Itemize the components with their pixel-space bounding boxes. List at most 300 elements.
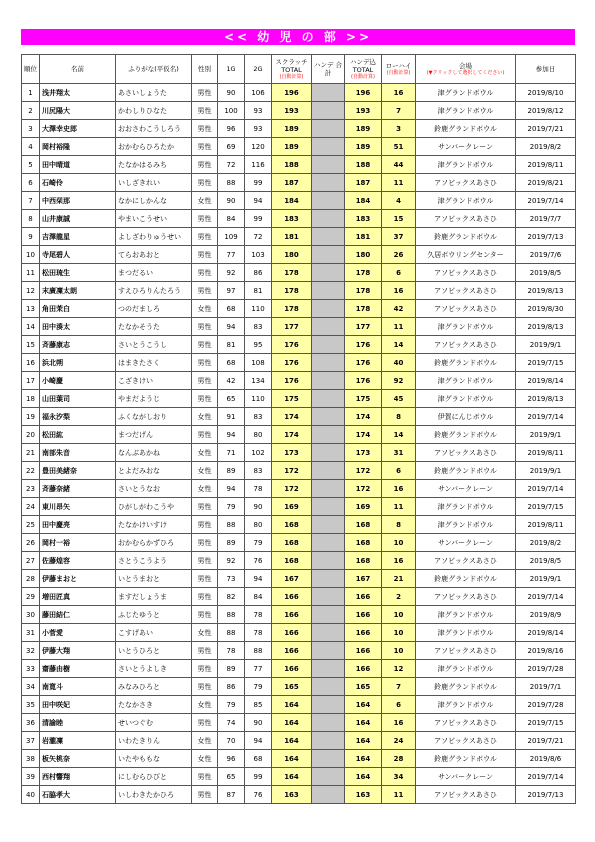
scratch-total-cell: 178 [272, 282, 312, 300]
scratch-total-cell: 165 [272, 678, 312, 696]
handicap-cell[interactable] [312, 606, 345, 624]
venue-select[interactable]: 津グランドボウル [416, 516, 516, 534]
header-venue [416, 55, 516, 84]
sex-cell: 男性 [192, 228, 218, 246]
sex-cell: 男性 [192, 660, 218, 678]
name-cell: 福永汐梨 [40, 408, 116, 426]
game2-cell: 88 [245, 642, 272, 660]
lowhigh-cell: 6 [382, 264, 416, 282]
table-row [22, 552, 576, 570]
venue-select[interactable]: アソビックスあさひ [416, 282, 516, 300]
handicap-cell[interactable] [312, 768, 345, 786]
venue-select[interactable]: 津グランドボウル [416, 498, 516, 516]
handicap-cell[interactable] [312, 228, 345, 246]
scratch-total-cell: 176 [272, 336, 312, 354]
date-cell: 2019/8/13 [516, 390, 576, 408]
game1-cell: 74 [218, 714, 245, 732]
handicap-total-cell: 172 [345, 480, 382, 498]
date-cell: 2019/7/14 [516, 192, 576, 210]
game1-cell: 89 [218, 462, 245, 480]
rank-cell: 34 [22, 678, 40, 696]
game2-cell: 102 [245, 444, 272, 462]
kana-cell: まつだげん [116, 426, 192, 444]
scratch-total-cell: 164 [272, 732, 312, 750]
game1-cell: 87 [218, 786, 245, 804]
date-cell: 2019/8/9 [516, 606, 576, 624]
handicap-cell[interactable] [312, 102, 345, 120]
scratch-total-cell: 174 [272, 426, 312, 444]
handicap-cell[interactable] [312, 642, 345, 660]
scratch-total-cell: 178 [272, 264, 312, 282]
header-date: 参加日 [516, 55, 576, 84]
venue-select[interactable]: アソビックスあさひ [416, 264, 516, 282]
scratch-total-cell: 184 [272, 192, 312, 210]
venue-select[interactable]: 津グランドボウル [416, 192, 516, 210]
handicap-cell[interactable] [312, 282, 345, 300]
handicap-total-cell: 164 [345, 714, 382, 732]
lowhigh-cell: 51 [382, 138, 416, 156]
sex-cell: 男性 [192, 588, 218, 606]
table-row [22, 768, 576, 786]
handicap-total-cell: 164 [345, 750, 382, 768]
handicap-cell[interactable] [312, 552, 345, 570]
scratch-total-cell: 166 [272, 588, 312, 606]
rank-cell: 20 [22, 426, 40, 444]
game2-cell: 76 [245, 552, 272, 570]
kana-cell: いとうまおと [116, 570, 192, 588]
venue-select[interactable]: サンバークレーン [416, 480, 516, 498]
scratch-total-cell: 180 [272, 246, 312, 264]
rank-cell: 26 [22, 534, 40, 552]
sex-cell: 男性 [192, 426, 218, 444]
kana-cell: てらおあおと [116, 246, 192, 264]
venue-select[interactable]: 津グランドボウル [416, 372, 516, 390]
kana-cell: おかむらかずひろ [116, 534, 192, 552]
name-cell: 浅井翔太 [40, 84, 116, 102]
handicap-total-cell: 166 [345, 624, 382, 642]
venue-select[interactable]: アソビックスあさひ [416, 210, 516, 228]
header-lowhigh [382, 55, 416, 84]
kana-cell: さいとうなお [116, 480, 192, 498]
table-row [22, 678, 576, 696]
scratch-total-cell: 169 [272, 498, 312, 516]
date-cell: 2019/8/10 [516, 84, 576, 102]
table-row [22, 192, 576, 210]
venue-select[interactable]: 津グランドボウル [416, 390, 516, 408]
lowhigh-cell: 37 [382, 228, 416, 246]
handicap-total-cell: 166 [345, 642, 382, 660]
table-row [22, 300, 576, 318]
handicap-total-cell: 196 [345, 84, 382, 102]
kana-cell: はまきたさく [116, 354, 192, 372]
handicap-total-cell: 187 [345, 174, 382, 192]
handicap-total-cell: 166 [345, 588, 382, 606]
handicap-cell[interactable] [312, 318, 345, 336]
name-cell: 伊藤大翔 [40, 642, 116, 660]
handicap-cell[interactable] [312, 570, 345, 588]
handicap-cell[interactable] [312, 786, 345, 804]
lowhigh-cell: 11 [382, 498, 416, 516]
sex-cell: 男性 [192, 570, 218, 588]
scratch-total-cell: 189 [272, 120, 312, 138]
lowhigh-cell: 7 [382, 678, 416, 696]
scratch-total-cell: 176 [272, 372, 312, 390]
handicap-cell[interactable] [312, 390, 345, 408]
scratch-total-cell: 168 [272, 552, 312, 570]
venue-select[interactable]: アソビックスあさひ [416, 732, 516, 750]
table-row [22, 84, 576, 102]
section-title-banner: << 幼 児 の 部 >> [21, 29, 575, 45]
table-row [22, 570, 576, 588]
handicap-cell[interactable] [312, 246, 345, 264]
table-row [22, 390, 576, 408]
venue-select[interactable]: 鈴鹿グランドボウル [416, 750, 516, 768]
handicap-cell[interactable] [312, 138, 345, 156]
lowhigh-cell: 4 [382, 192, 416, 210]
header-hd-total-note: (自動計算) [351, 74, 375, 80]
scratch-total-cell: 164 [272, 750, 312, 768]
venue-select[interactable]: アソビックスあさひ [416, 552, 516, 570]
handicap-total-cell: 166 [345, 606, 382, 624]
date-cell: 2019/7/14 [516, 768, 576, 786]
kana-cell: やまいこうせい [116, 210, 192, 228]
handicap-total-cell: 164 [345, 696, 382, 714]
handicap-cell[interactable] [312, 732, 345, 750]
venue-select[interactable]: アソビックスあさひ [416, 714, 516, 732]
name-cell: 藤田結仁 [40, 606, 116, 624]
name-cell: 板矢桃奈 [40, 750, 116, 768]
venue-select[interactable]: アソビックスあさひ [416, 786, 516, 804]
handicap-total-cell: 164 [345, 732, 382, 750]
venue-select[interactable]: 鈴鹿グランドボウル [416, 120, 516, 138]
lowhigh-cell: 16 [382, 714, 416, 732]
name-cell: 中西栞那 [40, 192, 116, 210]
header-kana: ふりがな(平仮名) [116, 55, 192, 84]
lowhigh-cell: 16 [382, 84, 416, 102]
header-name: 名前 [40, 55, 116, 84]
game2-cell: 110 [245, 390, 272, 408]
kana-cell: たなかはるみち [116, 156, 192, 174]
game2-cell: 103 [245, 246, 272, 264]
game1-cell: 97 [218, 282, 245, 300]
game1-cell: 72 [218, 156, 245, 174]
name-cell: 山井康誠 [40, 210, 116, 228]
venue-select[interactable]: 津グランドボウル [416, 84, 516, 102]
game1-cell: 82 [218, 588, 245, 606]
handicap-cell[interactable] [312, 174, 345, 192]
handicap-cell[interactable] [312, 156, 345, 174]
venue-select[interactable]: 鈴鹿グランドボウル [416, 462, 516, 480]
handicap-cell[interactable] [312, 264, 345, 282]
scratch-total-cell: 168 [272, 534, 312, 552]
kana-cell: たなかそうた [116, 318, 192, 336]
sex-cell: 男性 [192, 714, 218, 732]
table-row [22, 786, 576, 804]
sex-cell: 男性 [192, 552, 218, 570]
venue-select[interactable]: 津グランドボウル [416, 156, 516, 174]
kana-cell: さいとうこうし [116, 336, 192, 354]
rank-cell: 11 [22, 264, 40, 282]
game1-cell: 65 [218, 390, 245, 408]
name-cell: 南部朱音 [40, 444, 116, 462]
date-cell: 2019/8/11 [516, 444, 576, 462]
rank-cell: 40 [22, 786, 40, 804]
kana-cell: いしざきれい [116, 174, 192, 192]
kana-cell: にしむらひびと [116, 768, 192, 786]
handicap-cell[interactable] [312, 498, 345, 516]
lowhigh-cell: 31 [382, 444, 416, 462]
venue-select[interactable]: 久居ボウリングセンター [416, 246, 516, 264]
handicap-total-cell: 173 [345, 444, 382, 462]
handicap-cell[interactable] [312, 426, 345, 444]
game1-cell: 109 [218, 228, 245, 246]
game2-cell: 85 [245, 696, 272, 714]
venue-select[interactable]: 津グランドボウル [416, 318, 516, 336]
lowhigh-cell: 8 [382, 408, 416, 426]
date-cell: 2019/8/2 [516, 534, 576, 552]
handicap-cell[interactable] [312, 120, 345, 138]
handicap-total-cell: 174 [345, 408, 382, 426]
handicap-total-cell: 188 [345, 156, 382, 174]
lowhigh-cell: 45 [382, 390, 416, 408]
venue-select[interactable]: 鈴鹿グランドボウル [416, 678, 516, 696]
venue-select[interactable]: アソビックスあさひ [416, 336, 516, 354]
kana-cell: おかむらひろたか [116, 138, 192, 156]
date-cell: 2019/7/13 [516, 786, 576, 804]
venue-select[interactable]: 津グランドボウル [416, 624, 516, 642]
handicap-cell[interactable] [312, 588, 345, 606]
name-cell: 吉澤龍星 [40, 228, 116, 246]
date-cell: 2019/8/16 [516, 642, 576, 660]
sex-cell: 女性 [192, 696, 218, 714]
name-cell: 田中湊太 [40, 318, 116, 336]
rank-cell: 33 [22, 660, 40, 678]
handicap-total-cell: 189 [345, 120, 382, 138]
handicap-cell[interactable] [312, 714, 345, 732]
game2-cell: 79 [245, 534, 272, 552]
game2-cell: 99 [245, 210, 272, 228]
handicap-cell[interactable] [312, 516, 345, 534]
lowhigh-cell: 10 [382, 606, 416, 624]
game2-cell: 94 [245, 732, 272, 750]
game1-cell: 88 [218, 516, 245, 534]
venue-select[interactable]: 鈴鹿グランドボウル [416, 426, 516, 444]
handicap-total-cell: 184 [345, 192, 382, 210]
rank-cell: 36 [22, 714, 40, 732]
handicap-total-cell: 168 [345, 534, 382, 552]
game1-cell: 81 [218, 336, 245, 354]
header-handicap: ハンデ 合計 [312, 55, 345, 84]
sex-cell: 男性 [192, 210, 218, 228]
sex-cell: 男性 [192, 786, 218, 804]
kana-cell: いわたきりん [116, 732, 192, 750]
venue-select[interactable]: アソビックスあさひ [416, 588, 516, 606]
table-row [22, 534, 576, 552]
venue-select[interactable]: サンバークレーン [416, 768, 516, 786]
table-row [22, 732, 576, 750]
rank-cell: 28 [22, 570, 40, 588]
handicap-cell[interactable] [312, 696, 345, 714]
sex-cell: 男性 [192, 606, 218, 624]
game1-cell: 96 [218, 120, 245, 138]
handicap-cell[interactable] [312, 624, 345, 642]
venue-select[interactable]: 伊賀にんじボウル [416, 408, 516, 426]
sex-cell: 女性 [192, 732, 218, 750]
venue-select[interactable]: 津グランドボウル [416, 696, 516, 714]
table-row [22, 264, 576, 282]
venue-select[interactable]: 鈴鹿グランドボウル [416, 228, 516, 246]
game1-cell: 71 [218, 444, 245, 462]
venue-select[interactable]: アソビックスあさひ [416, 444, 516, 462]
sex-cell: 男性 [192, 138, 218, 156]
kana-cell: さいとうよしき [116, 660, 192, 678]
sex-cell: 男性 [192, 246, 218, 264]
kana-cell: こざきけい [116, 372, 192, 390]
game2-cell: 94 [245, 570, 272, 588]
lowhigh-cell: 16 [382, 480, 416, 498]
venue-select[interactable]: 津グランドボウル [416, 102, 516, 120]
name-cell: 西村響翔 [40, 768, 116, 786]
table-row [22, 318, 576, 336]
handicap-total-cell: 176 [345, 336, 382, 354]
handicap-total-cell: 176 [345, 354, 382, 372]
sex-cell: 男性 [192, 354, 218, 372]
table-row [22, 444, 576, 462]
game1-cell: 92 [218, 552, 245, 570]
name-cell: 石崎伶 [40, 174, 116, 192]
venue-select[interactable]: 鈴鹿グランドボウル [416, 354, 516, 372]
venue-select[interactable]: アソビックスあさひ [416, 642, 516, 660]
table-row [22, 210, 576, 228]
handicap-cell[interactable] [312, 354, 345, 372]
handicap-cell[interactable] [312, 480, 345, 498]
game1-cell: 88 [218, 606, 245, 624]
rank-cell: 29 [22, 588, 40, 606]
venue-select[interactable]: サンバークレーン [416, 534, 516, 552]
table-row [22, 696, 576, 714]
scratch-total-cell: 193 [272, 102, 312, 120]
table-row [22, 750, 576, 768]
game2-cell: 77 [245, 660, 272, 678]
rank-cell: 23 [22, 480, 40, 498]
date-cell: 2019/7/28 [516, 660, 576, 678]
date-cell: 2019/7/28 [516, 696, 576, 714]
lowhigh-cell: 8 [382, 516, 416, 534]
venue-select[interactable]: 津グランドボウル [416, 660, 516, 678]
name-cell: 豊田美緒奈 [40, 462, 116, 480]
name-cell: 南寛斗 [40, 678, 116, 696]
rank-cell: 31 [22, 624, 40, 642]
rank-cell: 35 [22, 696, 40, 714]
name-cell: 田中晴道 [40, 156, 116, 174]
handicap-cell[interactable] [312, 444, 345, 462]
handicap-cell[interactable] [312, 750, 345, 768]
handicap-cell[interactable] [312, 462, 345, 480]
kana-cell: かわしりひなた [116, 102, 192, 120]
scratch-total-cell: 183 [272, 210, 312, 228]
handicap-total-cell: 180 [345, 246, 382, 264]
kana-cell: なんぶあかね [116, 444, 192, 462]
game2-cell: 72 [245, 228, 272, 246]
handicap-total-cell: 178 [345, 300, 382, 318]
sex-cell: 女性 [192, 462, 218, 480]
date-cell: 2019/8/13 [516, 318, 576, 336]
sex-cell: 男性 [192, 516, 218, 534]
handicap-total-cell: 175 [345, 390, 382, 408]
header-rank: 順位 [22, 55, 40, 84]
handicap-total-cell: 167 [345, 570, 382, 588]
header-hd-total-label: ハンデ込 TOTAL [350, 58, 376, 74]
name-cell: 角田茉白 [40, 300, 116, 318]
table-header-row [22, 55, 576, 84]
handicap-total-cell: 177 [345, 318, 382, 336]
scratch-total-cell: 187 [272, 174, 312, 192]
kana-cell: ひがしがわこうや [116, 498, 192, 516]
lowhigh-cell: 7 [382, 102, 416, 120]
game1-cell: 94 [218, 480, 245, 498]
venue-select[interactable]: アソビックスあさひ [416, 300, 516, 318]
sex-cell: 女性 [192, 480, 218, 498]
date-cell: 2019/7/15 [516, 354, 576, 372]
handicap-total-cell: 165 [345, 678, 382, 696]
handicap-cell[interactable] [312, 678, 345, 696]
date-cell: 2019/9/1 [516, 570, 576, 588]
handicap-cell[interactable] [312, 210, 345, 228]
date-cell: 2019/7/14 [516, 480, 576, 498]
game2-cell: 78 [245, 480, 272, 498]
sex-cell: 男性 [192, 498, 218, 516]
table-row [22, 372, 576, 390]
handicap-cell[interactable] [312, 534, 345, 552]
venue-select[interactable]: アソビックスあさひ [416, 174, 516, 192]
venue-select[interactable]: サンバークレーン [416, 138, 516, 156]
sex-cell: 女性 [192, 444, 218, 462]
rank-cell: 3 [22, 120, 40, 138]
venue-select[interactable]: 津グランドボウル [416, 606, 516, 624]
table-row [22, 354, 576, 372]
game1-cell: 68 [218, 300, 245, 318]
name-cell: 大澤幸史郎 [40, 120, 116, 138]
handicap-cell[interactable] [312, 192, 345, 210]
game2-cell: 93 [245, 102, 272, 120]
handicap-cell[interactable] [312, 408, 345, 426]
handicap-cell[interactable] [312, 372, 345, 390]
rank-cell: 2 [22, 102, 40, 120]
handicap-cell[interactable] [312, 300, 345, 318]
table-row [22, 660, 576, 678]
table-row [22, 228, 576, 246]
game1-cell: 78 [218, 642, 245, 660]
sex-cell: 女性 [192, 750, 218, 768]
scratch-total-cell: 172 [272, 480, 312, 498]
header-lowhigh-note: (自動計算) [386, 70, 411, 76]
handicap-total-cell: 178 [345, 264, 382, 282]
venue-select[interactable]: 鈴鹿グランドボウル [416, 570, 516, 588]
game1-cell: 89 [218, 534, 245, 552]
game2-cell: 79 [245, 678, 272, 696]
sex-cell: 男性 [192, 282, 218, 300]
game1-cell: 73 [218, 570, 245, 588]
handicap-cell[interactable] [312, 336, 345, 354]
handicap-cell[interactable] [312, 660, 345, 678]
kana-cell: とよだみおな [116, 462, 192, 480]
handicap-cell[interactable] [312, 84, 345, 102]
sex-cell: 女性 [192, 192, 218, 210]
name-cell: 斉藤奈緒 [40, 480, 116, 498]
header-scratch-total [272, 55, 312, 84]
game1-cell: 79 [218, 696, 245, 714]
game2-cell: 90 [245, 714, 272, 732]
